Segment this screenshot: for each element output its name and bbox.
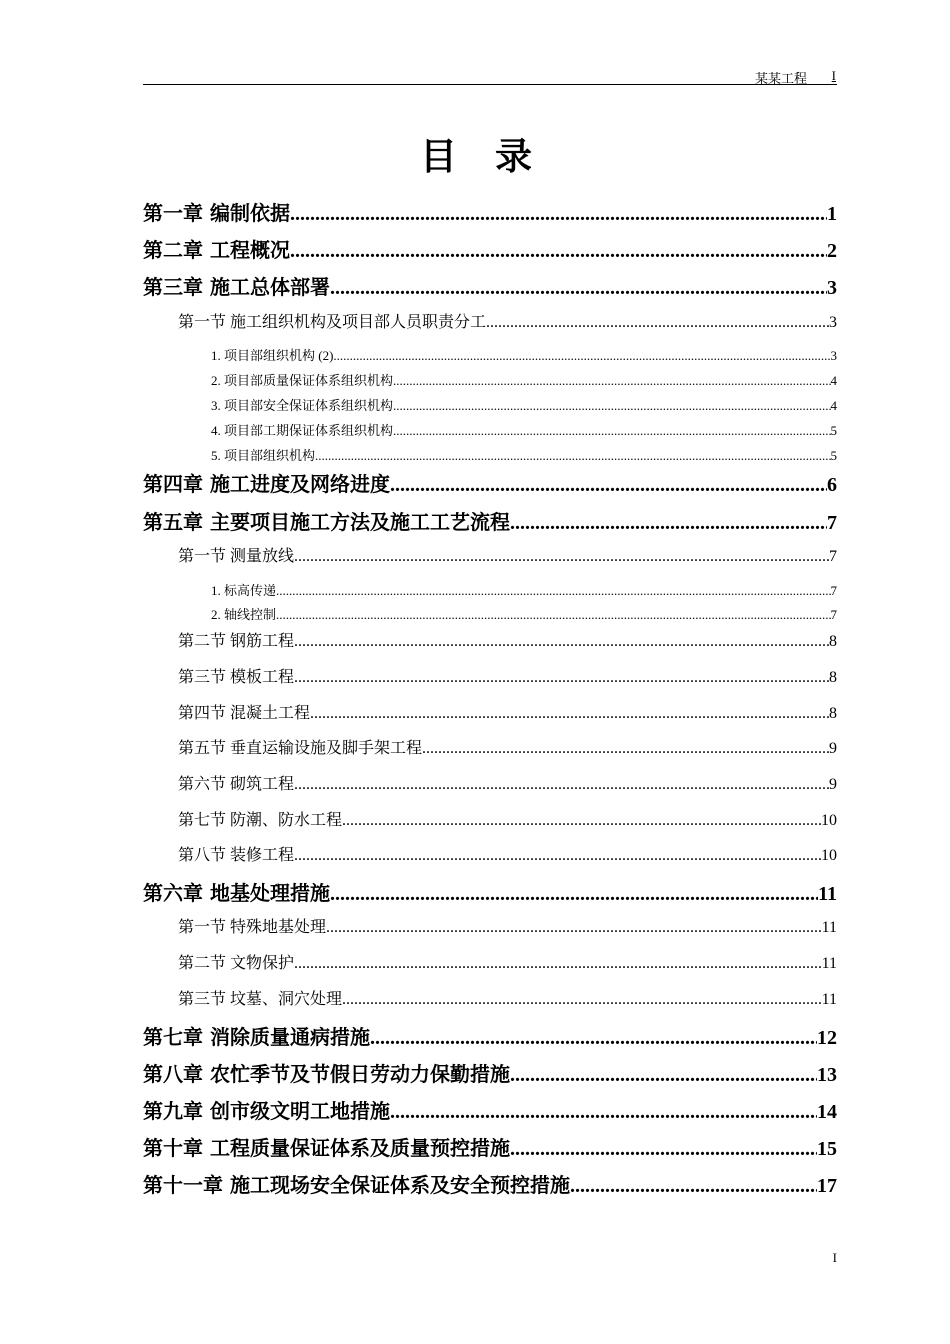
toc-entry-label: 第一章 编制依据 bbox=[143, 201, 290, 225]
toc-entry[interactable] bbox=[211, 580, 837, 596]
toc-entry-page: 17 bbox=[817, 1175, 837, 1197]
toc-entry-page: 7 bbox=[827, 512, 837, 534]
toc-leader-dots bbox=[294, 955, 822, 973]
toc-leader-dots bbox=[510, 1064, 817, 1087]
toc-entry[interactable] bbox=[143, 1021, 837, 1049]
toc-entry-label: 第一节 施工组织机构及项目部人员职责分工 bbox=[178, 314, 487, 331]
toc-leader-dots bbox=[330, 883, 818, 906]
toc-entry-page: 11 bbox=[818, 883, 837, 905]
toc-entry-label: 2. 项目部质量保证体系组织机构 bbox=[211, 373, 394, 388]
toc-entry[interactable] bbox=[143, 197, 837, 225]
toc-leader-dots bbox=[294, 548, 829, 566]
toc-entry-label: 第二节 文物保护 bbox=[178, 955, 295, 972]
toc-entry[interactable] bbox=[143, 877, 837, 905]
toc-leader-dots bbox=[393, 423, 830, 439]
toc-entry[interactable] bbox=[178, 700, 837, 720]
toc-entry-label: 4. 项目部工期保证体系组织机构 bbox=[211, 423, 394, 438]
toc-entry[interactable] bbox=[178, 986, 837, 1006]
toc-entry-label: 第二章 工程概况 bbox=[143, 238, 290, 262]
footer-page-number: I bbox=[832, 1250, 837, 1265]
toc-entry-label: 第三节 坟墓、洞穴处理 bbox=[178, 991, 343, 1008]
toc-entry-page: 9 bbox=[829, 776, 837, 793]
toc-leader-dots bbox=[326, 919, 822, 937]
toc-entry-page: 8 bbox=[829, 669, 837, 686]
toc-leader-dots bbox=[290, 240, 827, 263]
toc-entry-label: 5. 项目部组织机构 bbox=[211, 448, 316, 463]
toc-entry[interactable] bbox=[211, 345, 837, 361]
toc-entry[interactable] bbox=[143, 1095, 837, 1123]
toc-entry-page: 4 bbox=[830, 373, 837, 388]
toc-entry[interactable] bbox=[211, 370, 837, 386]
header-title: 某某工程 bbox=[754, 71, 807, 86]
toc-leader-dots bbox=[570, 1175, 817, 1198]
toc-entry[interactable] bbox=[178, 628, 837, 648]
toc-entry-label: 第十章 工程质量保证体系及质量预控措施 bbox=[143, 1136, 510, 1160]
toc-leader-dots bbox=[370, 1027, 817, 1050]
toc-leader-dots bbox=[294, 669, 829, 687]
toc-entry-label: 第三节 模板工程 bbox=[178, 669, 295, 686]
toc-entry-page: 13 bbox=[817, 1064, 837, 1086]
toc-entry[interactable] bbox=[178, 771, 837, 791]
toc-entry-page: 5 bbox=[830, 423, 837, 438]
toc-entry-page: 5 bbox=[830, 448, 837, 463]
toc-entry-page: 7 bbox=[830, 607, 837, 622]
toc-entry-label: 第十一章 施工现场安全保证体系及安全预控措施 bbox=[143, 1173, 570, 1197]
toc-entry-label: 1. 标高传递 bbox=[211, 583, 277, 598]
toc-leader-dots bbox=[294, 633, 829, 651]
toc-leader-dots bbox=[333, 348, 830, 364]
toc-leader-dots bbox=[422, 740, 829, 758]
toc-entry[interactable] bbox=[211, 420, 837, 436]
toc-entry-label: 2. 轴线控制 bbox=[211, 607, 277, 622]
toc-leader-dots bbox=[276, 607, 830, 623]
toc-leader-dots bbox=[390, 474, 827, 497]
toc-entry-label: 第四章 施工进度及网络进度 bbox=[143, 472, 390, 496]
toc-entry-page: 7 bbox=[829, 548, 837, 565]
toc-entry[interactable] bbox=[143, 506, 837, 534]
toc-entry-label: 3. 项目部安全保证体系组织机构 bbox=[211, 398, 394, 413]
toc-leader-dots bbox=[276, 583, 830, 599]
toc-leader-dots bbox=[510, 512, 827, 535]
toc-entry-label: 第三章 施工总体部署 bbox=[143, 275, 330, 299]
toc-entry-page: 12 bbox=[817, 1027, 837, 1049]
toc-entry-page: 2 bbox=[827, 240, 837, 262]
toc-entry-label: 第一节 测量放线 bbox=[178, 548, 295, 565]
toc-entry[interactable] bbox=[211, 445, 837, 461]
toc-leader-dots bbox=[310, 705, 829, 723]
toc-entry[interactable] bbox=[178, 309, 837, 329]
toc-entry-page: 11 bbox=[821, 919, 837, 936]
toc-entry[interactable] bbox=[178, 842, 837, 862]
page-title: 目录 bbox=[420, 135, 570, 178]
toc-entry-page: 3 bbox=[829, 314, 837, 331]
toc-entry-page: 15 bbox=[817, 1138, 837, 1160]
toc-entry-page: 3 bbox=[830, 348, 837, 363]
toc-entry[interactable] bbox=[143, 1132, 837, 1160]
toc-entry[interactable] bbox=[211, 395, 837, 411]
toc-entry[interactable] bbox=[143, 271, 837, 299]
toc-entry-page: 10 bbox=[821, 812, 837, 829]
toc-entry-page: 11 bbox=[821, 955, 837, 972]
toc-entry-label: 第八章 农忙季节及节假日劳动力保勤措施 bbox=[143, 1062, 510, 1086]
toc-entry-label: 1. 项目部组织机构 (2) bbox=[211, 348, 334, 363]
toc-entry[interactable] bbox=[178, 914, 837, 934]
page-header bbox=[143, 64, 837, 85]
toc-entry-label: 第八节 装修工程 bbox=[178, 847, 295, 864]
toc-entry-page: 6 bbox=[827, 474, 837, 496]
toc-entry-page: 4 bbox=[830, 398, 837, 413]
toc-entry-label: 第一节 特殊地基处理 bbox=[178, 919, 327, 936]
toc-entry-label: 第四节 混凝土工程 bbox=[178, 705, 311, 722]
toc-leader-dots bbox=[510, 1138, 817, 1161]
toc-entry[interactable] bbox=[178, 664, 837, 684]
toc-entry[interactable] bbox=[143, 1169, 837, 1197]
toc-entry-page: 1 bbox=[827, 203, 837, 225]
toc-leader-dots bbox=[342, 812, 821, 830]
toc-leader-dots bbox=[393, 373, 830, 389]
toc-entry-page: 9 bbox=[829, 740, 837, 757]
toc-leader-dots bbox=[390, 1101, 817, 1124]
toc-leader-dots bbox=[342, 991, 822, 1009]
toc-entry[interactable] bbox=[143, 234, 837, 262]
toc-leader-dots bbox=[294, 776, 829, 794]
toc-entry-label: 第七节 防潮、防水工程 bbox=[178, 812, 343, 829]
toc-entry-label: 第九章 创市级文明工地措施 bbox=[143, 1099, 390, 1123]
toc-entry-page: 3 bbox=[827, 277, 837, 299]
toc-leader-dots bbox=[393, 398, 830, 414]
header-page-number: I bbox=[831, 68, 836, 83]
toc-entry-label: 第二节 钢筋工程 bbox=[178, 633, 295, 650]
toc-entry[interactable] bbox=[178, 735, 837, 755]
toc-entry[interactable] bbox=[143, 468, 837, 496]
toc-leader-dots bbox=[486, 314, 829, 332]
toc-entry[interactable] bbox=[178, 543, 837, 563]
toc-entry-page: 14 bbox=[817, 1101, 837, 1123]
toc-entry[interactable] bbox=[143, 1058, 837, 1086]
toc-leader-dots bbox=[315, 448, 830, 464]
toc-entry-label: 第七章 消除质量通病措施 bbox=[143, 1025, 370, 1049]
toc-leader-dots bbox=[290, 203, 827, 226]
toc-entry[interactable] bbox=[178, 950, 837, 970]
toc-entry-page: 7 bbox=[830, 583, 837, 598]
toc-entry[interactable] bbox=[211, 604, 837, 620]
toc-entry[interactable] bbox=[178, 807, 837, 827]
toc-entry-label: 第六章 地基处理措施 bbox=[143, 881, 330, 905]
toc-entry-label: 第六节 砌筑工程 bbox=[178, 776, 295, 793]
toc-leader-dots bbox=[330, 277, 827, 300]
toc-entry-page: 10 bbox=[821, 847, 837, 864]
toc-entry-label: 第五章 主要项目施工方法及施工工艺流程 bbox=[143, 510, 510, 534]
toc-entry-label: 第五节 垂直运输设施及脚手架工程 bbox=[178, 740, 423, 757]
toc-entry-page: 11 bbox=[821, 991, 837, 1008]
toc-entry-page: 8 bbox=[829, 633, 837, 650]
toc-leader-dots bbox=[294, 847, 821, 865]
toc-entry-page: 8 bbox=[829, 705, 837, 722]
